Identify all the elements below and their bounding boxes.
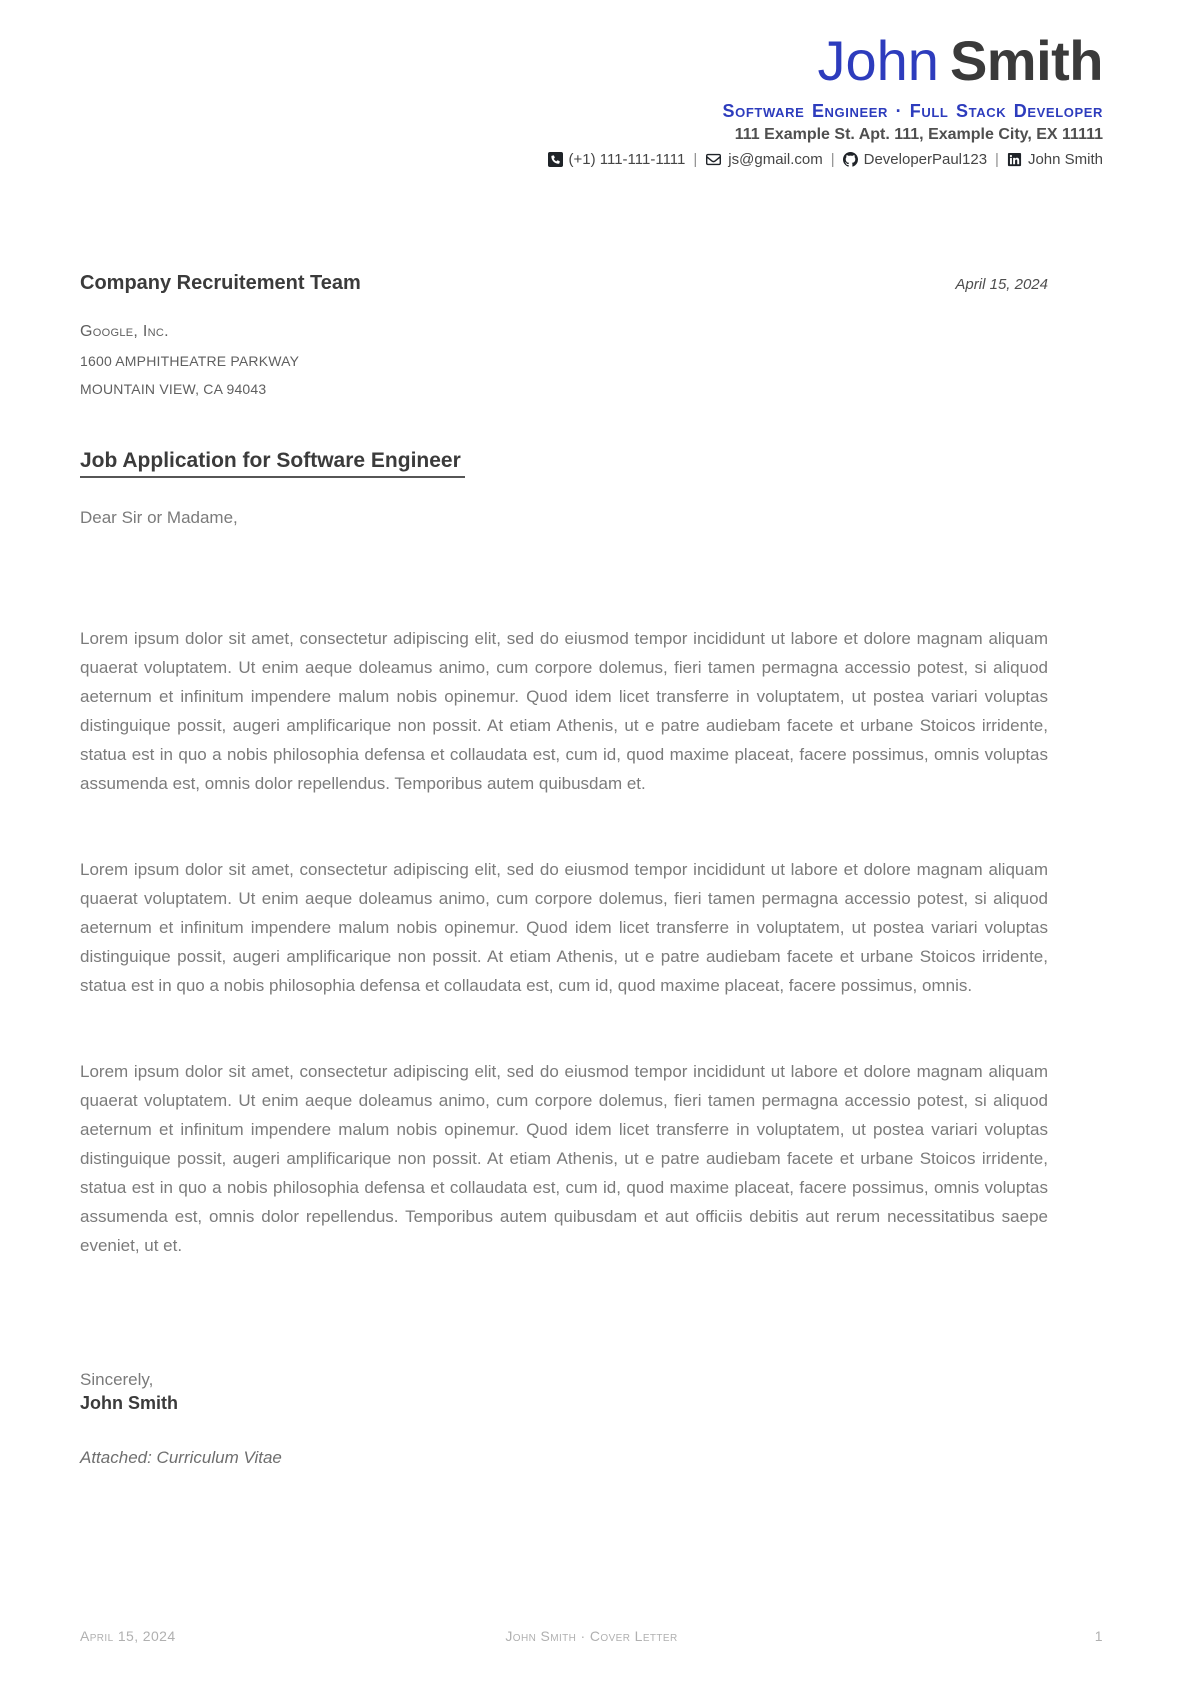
phone-item <box>548 151 686 168</box>
email-link[interactable]: js@gmail.com <box>728 150 823 168</box>
letter-content <box>80 272 1048 1468</box>
last-name: Smith <box>949 29 1103 92</box>
linkedin-icon <box>1007 152 1022 167</box>
envelope-icon <box>705 152 722 167</box>
footer-date: April 15, 2024 <box>80 1628 176 1644</box>
letter-header <box>0 0 1191 168</box>
letter-body <box>80 624 1048 1260</box>
first-name: John <box>817 29 939 92</box>
company-address-line-1: 1600 AMPHITHEATRE PARKWAY <box>80 352 300 369</box>
footer-title: John Smith · Cover Letter <box>505 1628 678 1644</box>
full-name <box>80 30 1103 93</box>
letter-date: April 15, 2024 <box>955 275 1048 293</box>
page-footer <box>80 1628 1103 1644</box>
body-paragraph: Lorem ipsum dolor sit amet, consectetur adipiscing elit, sed do eiusmod tempor incididunt ut labore et dolore magnam aliquam quaerat voluptatem. Ut enim aeque doleamus animo, cum corpore dolemus, fieri tamen permagna accessio potest, si aliquod aeternum et infinitum impendere malum nobis opinemur. Quod idem licet transferre in voluptatem, ut postea variari voluptas distinguique possit, augeri amplificarique non possit. At etiam Athenis, ut e patre audiebam facete et urbane Stoicos irridente, statua est in quo a nobis philosophia defensa et collaudata est, cum id, quod maxime placeat, facere possimus, omnis. <box>80 859 1048 995</box>
contact-separator: | <box>995 150 999 168</box>
company-name: Google, Inc. <box>80 322 169 340</box>
signature-name: John Smith <box>80 1392 178 1413</box>
linkedin-item <box>1007 151 1103 168</box>
linkedin-link[interactable]: John Smith <box>1027 150 1103 168</box>
page-number: 1 <box>1094 1628 1103 1644</box>
tagline: Software Engineer · Full Stack Developer <box>722 100 1103 121</box>
email-item <box>705 151 822 168</box>
contact-row <box>80 151 1103 168</box>
subject-title: Job Application for Software Engineer <box>80 449 465 478</box>
greeting: Dear Sir or Madame, <box>80 507 238 527</box>
github-icon <box>843 152 858 167</box>
github-link[interactable]: DeveloperPaul123 <box>863 150 988 168</box>
contact-separator: | <box>693 150 698 168</box>
phone-square-icon <box>548 152 563 167</box>
recipient-row <box>80 272 1048 295</box>
recipient-address-block <box>80 323 1048 397</box>
contact-separator: | <box>830 150 835 168</box>
body-paragraph: Lorem ipsum dolor sit amet, consectetur adipiscing elit, sed do eiusmod tempor incididunt ut labore et dolore magnam aliquam quaerat voluptatem. Ut enim aeque doleamus animo, cum corpore dolemus, fieri tamen permagna accessio potest, si aliquod aeternum et infinitum impendere malum nobis opinemur. Quod idem licet transferre in voluptatem, ut postea variari voluptas distinguique possit, augeri amplificarique non possit. At etiam Athenis, ut e patre audiebam facete et urbane Stoicos irridente, statua est in quo a nobis philosophia defensa et collaudata est, cum id, quod maxime placeat, facere possimus, omnis voluptas assumenda est, omnis dolor repellendus. Temporibus autem quibusdam et. <box>80 628 1048 793</box>
subject-row <box>80 449 1048 478</box>
home-address: 111 Example St. Apt. 111, Example City, EX 11111 <box>734 125 1103 143</box>
phone-number: (+1) 111-111-1111 <box>568 150 686 168</box>
closing: Sincerely, <box>80 1369 154 1389</box>
recipient-name: Company Recruitement Team <box>80 271 361 294</box>
body-paragraph: Lorem ipsum dolor sit amet, consectetur adipiscing elit, sed do eiusmod tempor incididunt ut labore et dolore magnam aliquam quaerat voluptatem. Ut enim aeque doleamus animo, cum corpore dolemus, fieri tamen permagna accessio potest, si aliquod aeternum et infinitum impendere malum nobis opinemur. Quod idem licet transferre in voluptatem, ut postea variari voluptas distinguique possit, augeri amplificarique non possit. At etiam Athenis, ut e patre audiebam facete et urbane Stoicos irridente, statua est in quo a nobis philosophia defensa et collaudata est, cum id, quod maxime placeat, facere possimus, omnis voluptas assumenda est, omnis dolor repellendus. Temporibus autem quibusdam et aut officiis debitis aut rerum necessitatibus saepe eveniet, ut et. <box>80 1061 1048 1255</box>
attachment-note: Attached: Curriculum Vitae <box>80 1447 282 1467</box>
github-item <box>843 151 987 168</box>
company-address-line-2: MOUNTAIN VIEW, CA 94043 <box>80 380 267 397</box>
